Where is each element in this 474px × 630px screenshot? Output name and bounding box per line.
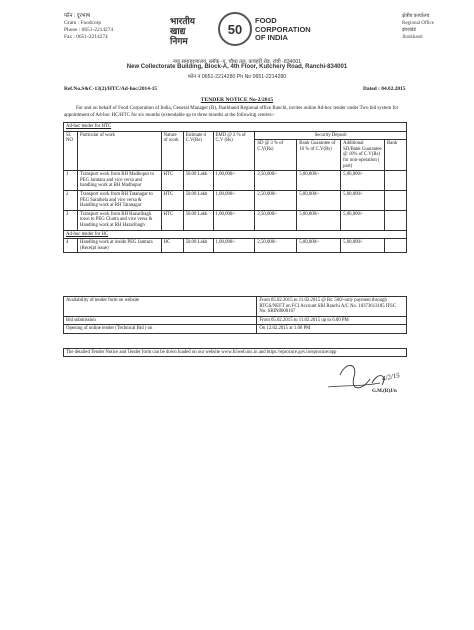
intro-paragraph: For and on behalf of Food Corporation of India, General Manager (R), Jharkhand Regional office Ranchi, invites online Ad-hoc tender under Two bid system for appointment of Ad-hoc HC/HTC for six months (extendable up to three months at the following centres:- — [64, 106, 399, 118]
col-header-particular: Particular of work — [77, 131, 161, 171]
cell-sno: 1 — [64, 171, 78, 191]
cell-sd: 2,50,000/- — [255, 210, 297, 230]
cell-nature: HTC — [161, 210, 183, 230]
cell-particular: Handling work at inside PEG Jamtara (Receipt issue) — [77, 239, 161, 253]
hindi-name-line: निगम — [170, 36, 188, 46]
schedule-label: Bid submission — [64, 316, 257, 325]
contact-line: Phone : 0651-2214274 — [64, 27, 114, 33]
hindi-name-line: खाद्य — [170, 26, 186, 36]
cell-sd: 2,50,000/- — [255, 171, 297, 191]
english-name-line: OF INDIA — [255, 33, 288, 42]
schedule-value: From 05.02.2015 to 11.02.2015 @ Rs. 500/-only payment through RTGS/NEFT on FCI Account SBI Ranchi A/C No. 10373613185 IFSC No. SBIN0000167 — [257, 297, 407, 317]
cell-estimate: 50.00 Lakh — [183, 239, 213, 253]
cell-bank — [384, 239, 406, 253]
schedule-row — [64, 297, 407, 317]
table-row — [64, 190, 407, 210]
col-header-estimate: Estimate d C.V(Rs) — [183, 131, 213, 171]
schedule-value: From 05.02.2015 to 11.02.2015 up to 6.00 PM — [257, 316, 407, 325]
schedule-table — [63, 296, 407, 334]
col-header-bg: Bank Guarantee of 10 % of C.V(Rs) — [297, 140, 341, 171]
office-designation — [402, 13, 434, 41]
hindi-org-name — [170, 16, 195, 46]
cell-sno: 4 — [64, 239, 78, 253]
cell-nature: HTC — [161, 190, 183, 210]
contact-line: Gram : Foodcorp — [64, 20, 102, 26]
cell-bg: 5,00,000/- — [297, 239, 341, 253]
cell-additional: 5,00,000/- — [341, 171, 385, 191]
cell-sd: 2,50,000/- — [255, 190, 297, 210]
office-line: Jharkhand — [402, 35, 423, 40]
cell-sno: 2 — [64, 190, 78, 210]
cell-bank — [384, 171, 406, 191]
office-line: झारखंड — [402, 28, 416, 33]
cell-estimate: 50.00 Lakh — [183, 171, 213, 191]
tender-table — [63, 122, 407, 253]
schedule-value: On 12.02.2015 at 1.00 PM — [257, 325, 407, 334]
schedule-row — [64, 325, 407, 334]
english-name-line: CORPORATION — [255, 24, 311, 34]
col-header-sno: Sl. NO — [64, 131, 78, 171]
cell-additional: 5,00,000/- — [341, 239, 385, 253]
schedule-label: Opening of online tender (Technical Bid ) on — [64, 325, 257, 334]
col-header-sd: SD @ 3 % of C.V(Rs) — [255, 140, 297, 171]
cell-bg: 5,00,000/- — [297, 171, 341, 191]
cell-particular: Transport work from RH Madhupur to PEG Jamtara and vice versa and handling work at RH Madhupur — [77, 171, 161, 191]
phone-line: फोन नं 0651-2214280 Ph No 0651-2214280 — [187, 74, 287, 80]
office-line: क्षेत्रीय कार्यालय — [402, 14, 430, 19]
emblem-text: 50 — [227, 21, 243, 37]
cell-emd: 1,00,000/- — [213, 171, 255, 191]
col-header-emd: EMD @ 2 % of C.V (Rs) — [213, 131, 255, 171]
cell-additional: 5,00,000/- — [341, 190, 385, 210]
address-english: New Collectorate Building, Block-A, 4th Floor, Kutchery Road, Ranchi-834001 — [126, 64, 348, 70]
table-row — [64, 171, 407, 191]
cell-bank — [384, 190, 406, 210]
col-header-security: Security Deposit — [255, 131, 407, 140]
cell-additional: 5,00,000/- — [341, 210, 385, 230]
footer-note: The detailed Tender Notice and Tender form can be down loaded on our website www.fciweb.nic.in and https://eprocure.gov.in/eprocure/app — [63, 348, 407, 357]
notice-date: Dated : 04.02.2015 — [363, 86, 406, 92]
cell-bank — [384, 210, 406, 230]
english-org-name — [255, 17, 311, 43]
col-header-nature: Nature of work — [161, 131, 183, 171]
cell-bg: 5,00,000/- — [297, 190, 341, 210]
letterhead-contact — [64, 13, 113, 41]
hindi-name-line: भारतीय — [170, 16, 196, 26]
cell-emd: 1,00,000/- — [213, 239, 255, 253]
section-heading-hc: Ad-hoc tender for HC — [64, 230, 407, 239]
english-name-line: FOOD — [255, 16, 277, 25]
cell-bg: 5,00,000/- — [297, 210, 341, 230]
cell-particular: Transport work from RH Hazaribagh town to PEG Chatra and vice versa & Handling work at RH Hazaribagh — [77, 210, 161, 230]
reference-number: Ref.No.S&C-13(2)/HTC/Ad-hoc/2014-15 — [64, 86, 158, 92]
schedule-row — [64, 316, 407, 325]
signatory-designation: G.M.(R)J/n — [372, 389, 397, 394]
section-heading-htc: Ad-hoc tender for HTC — [64, 123, 407, 132]
table-header-row — [64, 131, 407, 140]
cell-particular: Transport work from RH Tatanagar to PEG Saraikela and vice versa & Handling work at RH Tatanagar — [77, 190, 161, 210]
cell-nature: HTC — [161, 171, 183, 191]
table-row — [64, 239, 407, 253]
cell-emd: 1,00,000/- — [213, 190, 255, 210]
fci-emblem-icon — [218, 12, 252, 46]
cell-nature: HC — [161, 239, 183, 253]
table-row — [64, 210, 407, 230]
cell-estimate: 50.00 Lakh — [183, 190, 213, 210]
schedule-label: Availability of tender form on website — [64, 297, 257, 317]
cell-sno: 3 — [64, 210, 78, 230]
cell-estimate: 50.00 Lakh — [183, 210, 213, 230]
contact-line: Fax : 0651-2214274 — [64, 34, 108, 40]
cell-emd: 1,00,000/- — [213, 210, 255, 230]
col-header-additional: Additional SD/Bank Guarantee @ 10% of C.V(Rs) for non-operation ( part) — [341, 140, 385, 171]
address-hindi: नया समाहरणालय, ब्लॉक -ए, चौथा तल, कचहरी रोड, रांची -834001 — [172, 59, 302, 65]
contact-line: फोन : दूरभाष — [64, 13, 91, 19]
col-header-bank: Bank — [384, 140, 406, 171]
signature-date-scribble: 4/2/15 — [381, 371, 401, 383]
office-line: Regional Office — [402, 21, 434, 26]
notice-title: TENDER NOTICE No-2/2015 — [200, 97, 274, 103]
cell-sd: 2,50,000/- — [255, 239, 297, 253]
